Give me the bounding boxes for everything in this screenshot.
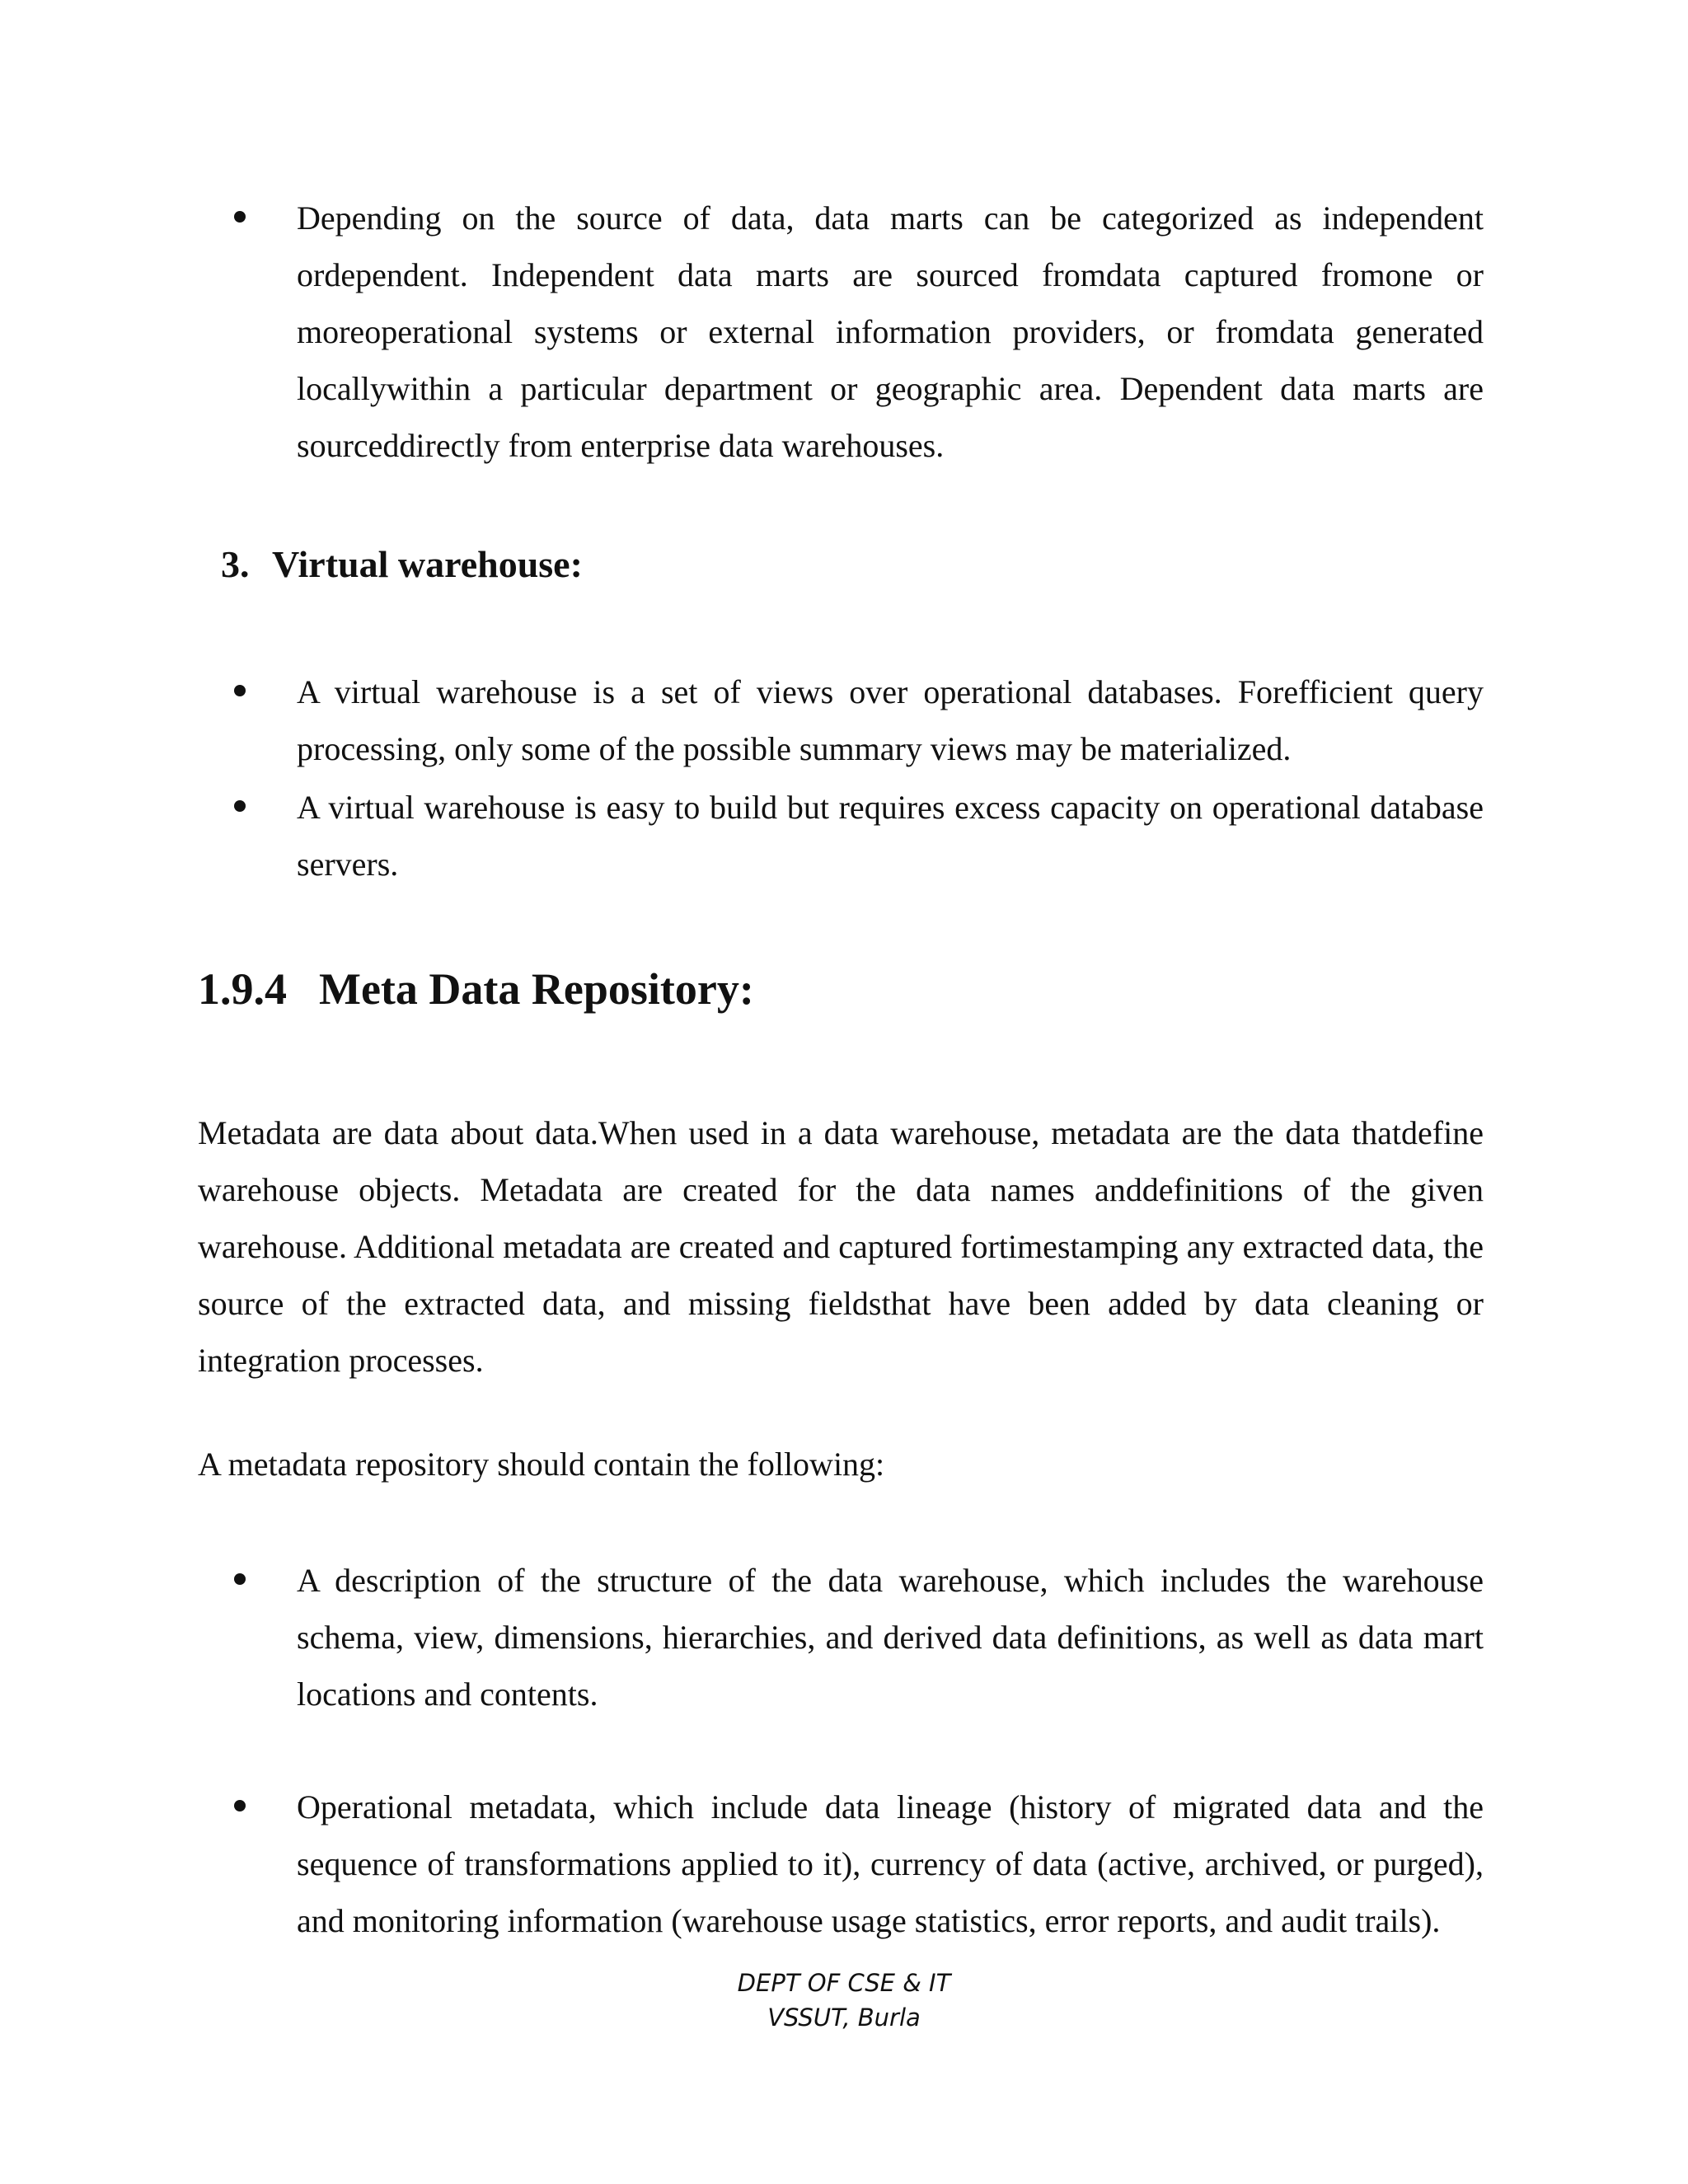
list-item xyxy=(297,1779,1484,1949)
list-item xyxy=(297,663,1484,777)
metadata-paragraph: Metadata are data about data.When used in a data warehouse, metadata are the data thatdefine warehouse objects. Metadata are created for the data names anddefinitions of the given warehouse. Additional metadata are created and captured fortimestamping any extracted data, the source of the extracted data, and missing fieldsthat have been added by data cleaning or integration processes. xyxy=(198,1114,1484,1379)
list-item-text: Operational metadata, which include data lineage (history of migrated data and the sequence of transformations applied to it), currency of data (active, archived, or purged), and monitoring information (warehouse usage statistics, error reports, and audit trails). xyxy=(297,1788,1484,1939)
virtual-warehouse-heading xyxy=(221,536,583,593)
list-item xyxy=(297,190,1484,474)
list-item-text: A description of the structure of the data warehouse, which includes the warehouse schema, view, dimensions, hierarchies, and derived data definitions, as well as data mart locations and contents. xyxy=(297,1562,1484,1713)
bullet-icon xyxy=(234,800,246,812)
repository-intro-paragraph: A metadata repository should contain the following: xyxy=(198,1446,885,1483)
heading-number: 3. xyxy=(221,543,250,585)
section-title: Meta Data Repository: xyxy=(319,964,754,1014)
list-item-text: Depending on the source of data, data marts can be categorized as independent ordependent. Independent data marts are sourced fromdata captured fromone or moreoperational systems or external information providers, or fromdata generated locallywithin a particular department or geographic area. Dependent data marts are sourceddirectly from enterprise data warehouses. xyxy=(297,199,1484,464)
bullet-icon xyxy=(234,1800,246,1811)
bullet-icon xyxy=(234,1573,246,1585)
section-number: 1.9.4 xyxy=(198,964,287,1014)
bullet-icon xyxy=(234,211,246,223)
meta-data-repository-heading xyxy=(198,956,754,1022)
footer-institution: VSSUT, Burla xyxy=(767,2004,921,2032)
footer-department: DEPT OF CSE & IT xyxy=(737,1969,951,1997)
list-item xyxy=(297,1552,1484,1722)
heading-title: Virtual warehouse: xyxy=(272,543,583,585)
list-item xyxy=(297,779,1484,893)
bullet-icon xyxy=(234,685,246,696)
list-item-text: A virtual warehouse is a set of views over operational databases. Forefficient query processing, only some of the possible summary views may be materialized. xyxy=(297,673,1484,767)
page-footer xyxy=(0,1966,1688,2035)
list-item-text: A virtual warehouse is easy to build but requires excess capacity on operational database servers. xyxy=(297,789,1484,883)
